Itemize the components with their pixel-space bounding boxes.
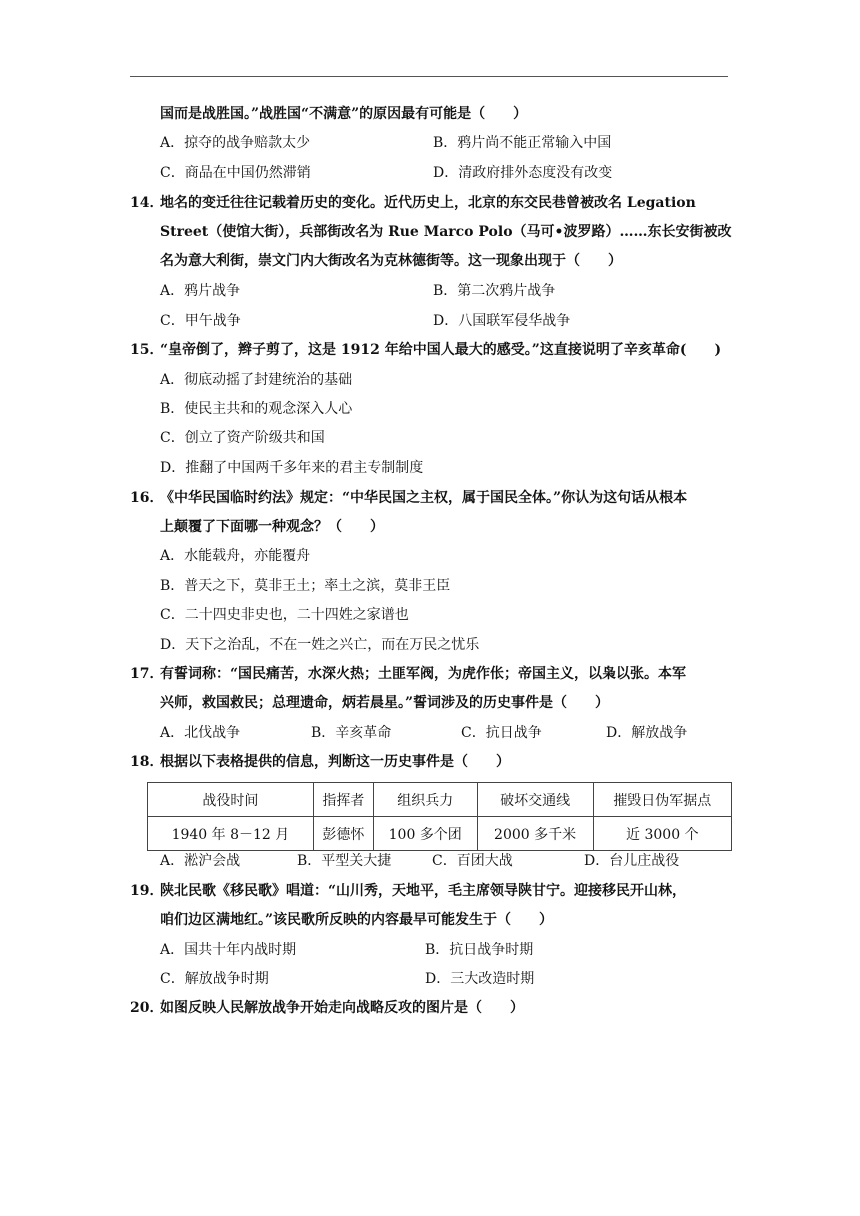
q13-stem-continuation: 国而是战胜国。”战胜国“不满意”的原因最有可能是（ ） <box>160 106 528 122</box>
q18-option-d[interactable]: D．台儿庄战役 <box>584 853 680 869</box>
table-row <box>148 817 732 851</box>
q14-option-b[interactable]: B．第二次鸦片战争 <box>433 283 556 299</box>
q18-option-c[interactable]: C．百团大战 <box>432 853 513 869</box>
q14-stem-line3: 名为意大利街，崇文门内大街改名为克林德街等。这一现象出现于（ ） <box>160 253 622 269</box>
q19-option-c[interactable]: C．解放战争时期 <box>160 971 269 987</box>
q19-number: 19． <box>130 883 164 899</box>
q20-number: 20． <box>130 1000 164 1016</box>
table-cell: 彭德怀 <box>313 817 373 851</box>
q13-option-c[interactable]: C．商品在中国仍然滞销 <box>160 165 311 181</box>
q15-option-c[interactable]: C．创立了资产阶级共和国 <box>160 430 325 446</box>
q17-stem-line2: 兴师，救国救民；总理遗命，炳若晨星。”誓词涉及的历史事件是（ ） <box>160 695 610 711</box>
q13-option-b[interactable]: B．鸦片尚不能正常输入中国 <box>433 135 612 151</box>
q14-option-c[interactable]: C．甲午战争 <box>160 313 241 329</box>
q19-stem-line1: 陕北民歌《移民歌》唱道：“山川秀，天地平，毛主席领导陕甘宁。迎接移民开山林， <box>160 883 687 899</box>
q19-stem-line2: 咱们边区满地红。”该民歌所反映的内容最早可能发生于（ ） <box>160 912 554 928</box>
q16-option-a[interactable]: A．水能载舟，亦能覆舟 <box>160 548 311 564</box>
q18-option-a[interactable]: A．淞沪会战 <box>160 853 241 869</box>
q18-stem: 根据以下表格提供的信息，判断这一历史事件是（ ） <box>160 754 510 770</box>
q17-option-b[interactable]: B．辛亥革命 <box>311 725 392 741</box>
header-rule <box>130 76 728 77</box>
q14-option-d[interactable]: D．八国联军侵华战争 <box>433 313 571 329</box>
q19-option-b[interactable]: B．抗日战争时期 <box>425 942 534 958</box>
q17-stem-line1: 有誓词称：“国民痛苦，水深火热；土匪军阀，为虎作伥；帝国主义，以枭以张。本军 <box>160 666 687 682</box>
q15-option-a[interactable]: A．彻底动摇了封建统治的基础 <box>160 372 353 388</box>
table-header-cell: 指挥者 <box>313 783 373 817</box>
q16-stem-line1: 《中华民国临时约法》规定：“中华民国之主权，属于国民全体。”你认为这句话从根本 <box>160 490 688 506</box>
q14-stem-line1: 地名的变迁往往记载着历史的变化。近代历史上，北京的东交民巷曾被改名 Legation <box>160 195 696 211</box>
q17-option-c[interactable]: C．抗日战争 <box>461 725 542 741</box>
q17-option-a[interactable]: A．北伐战争 <box>160 725 241 741</box>
q16-option-d[interactable]: D．天下之治乱，不在一姓之兴亡，而在万民之忧乐 <box>160 637 480 653</box>
q14-number: 14． <box>130 195 164 211</box>
q19-option-d[interactable]: D．三大改造时期 <box>425 971 535 987</box>
table-header-cell: 摧毁日伪军据点 <box>593 783 731 817</box>
q18-option-b[interactable]: B．平型关大捷 <box>297 853 392 869</box>
table-cell: 近 3000 个 <box>593 817 731 851</box>
q17-number: 17． <box>130 666 164 682</box>
q13-option-a[interactable]: A．掠夺的战争赔款太少 <box>160 135 311 151</box>
q20-stem: 如图反映人民解放战争开始走向战略反攻的图片是（ ） <box>160 1000 524 1016</box>
q16-option-b[interactable]: B．普天之下，莫非王土；率土之滨，莫非王臣 <box>160 578 451 594</box>
table-cell: 2000 多千米 <box>477 817 593 851</box>
table-cell: 100 多个团 <box>373 817 477 851</box>
q15-number: 15． <box>130 342 164 358</box>
q16-stem-line2: 上颠覆了下面哪一种观念？（ ） <box>160 519 384 535</box>
q16-number: 16． <box>130 490 164 506</box>
q14-option-a[interactable]: A．鸦片战争 <box>160 283 241 299</box>
table-header-row <box>148 783 732 817</box>
q18-number: 18． <box>130 754 164 770</box>
table-header-cell: 组织兵力 <box>373 783 477 817</box>
q13-option-d[interactable]: D．清政府排外态度没有改变 <box>433 165 613 181</box>
q15-option-d[interactable]: D．推翻了中国两千多年来的君主专制制度 <box>160 460 424 476</box>
q16-option-c[interactable]: C．二十四史非史也，二十四姓之家谱也 <box>160 607 409 623</box>
table-header-cell: 破坏交通线 <box>477 783 593 817</box>
q15-option-b[interactable]: B．使民主共和的观念深入人心 <box>160 401 353 417</box>
table-header-cell: 战役时间 <box>148 783 314 817</box>
q19-option-a[interactable]: A．国共十年内战时期 <box>160 942 297 958</box>
table-cell: 1940 年 8－12 月 <box>148 817 314 851</box>
q17-option-d[interactable]: D．解放战争 <box>606 725 688 741</box>
battle-info-table <box>147 782 732 851</box>
q15-stem: “皇帝倒了，辫子剪了，这是 1912 年给中国人最大的感受。”这直接说明了辛亥革命( ) <box>160 342 722 358</box>
q14-stem-line2: Street（使馆大街），兵部街改名为 Rue Marco Polo（马可•波罗路）……东长安街被改 <box>160 224 732 240</box>
